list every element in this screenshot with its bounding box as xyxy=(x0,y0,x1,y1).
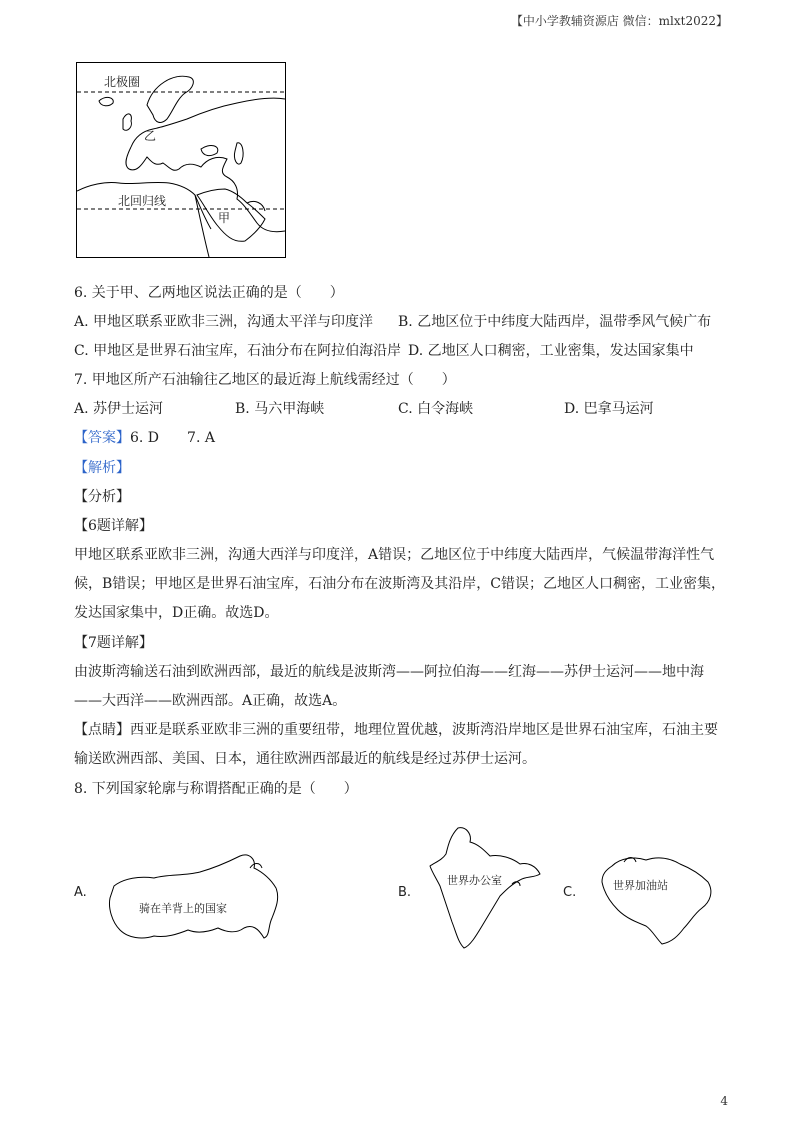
country-outline-a-detail xyxy=(250,864,262,869)
q6-option-a: A. 甲地区联系亚欧非三洲，沟通太平洋与印度洋 xyxy=(74,314,374,330)
region-a-label: 甲 xyxy=(218,211,231,225)
fenxi-tag: 【分析】 xyxy=(74,489,130,505)
d6-line2: 候，B错误；甲地区是世界石油宝库，石油分布在波斯湾及其沿岸，C错误；乙地区人口稠密，工业密集， xyxy=(74,576,725,592)
q8-option-a-outline xyxy=(104,848,284,948)
persian-gulf-coast xyxy=(247,201,265,211)
q6-option-c: C. 甲地区是世界石油宝库，石油分布在阿拉伯海沿岸 xyxy=(74,343,402,359)
scandinavia-outline xyxy=(147,76,193,122)
q8-option-c-label: C. xyxy=(563,885,577,900)
arctic-circle-label: 北极圈 xyxy=(104,75,141,89)
q7-option-c: C. 白令海峡 xyxy=(398,401,474,417)
header-note: 【中小学教辅资源店 微信：mlxt2022】 xyxy=(510,14,728,28)
answer-tag: 【答案】 xyxy=(74,430,130,446)
q8-option-a-name: 骑在羊背上的国家 xyxy=(139,902,227,915)
q8-option-b-label: B. xyxy=(398,885,412,900)
tip-line2: 输送欧洲西部、美国、日本，通往欧洲西部最近的航线是经过苏伊士运河。 xyxy=(74,751,536,767)
analysis-tag: 【解析】 xyxy=(74,460,130,476)
map-figure xyxy=(76,62,286,258)
d7-line2: ——大西洋——欧洲西部。A正确，故选A。 xyxy=(74,693,347,709)
q6-option-d: D. 乙地区人口稠密，工业密集，发达国家集中 xyxy=(408,343,694,359)
q8-stem: 8. 下列国家轮廓与称谓搭配正确的是（ ） xyxy=(74,781,358,797)
q8-option-b-name: 世界办公室 xyxy=(447,874,502,887)
country-outline-a xyxy=(109,855,277,938)
answer-line xyxy=(74,428,215,448)
britain-outline xyxy=(123,114,131,130)
q6-option-b: B. 乙地区位于中纬度大陆西岸，温带季风气候广布 xyxy=(398,314,712,330)
tropic-of-cancer-label: 北回归线 xyxy=(118,194,167,208)
europe-middle-east-map xyxy=(77,63,285,257)
q8-option-c-name: 世界加油站 xyxy=(613,879,668,892)
region-b-label: 乙 xyxy=(144,129,157,143)
country-outline-b xyxy=(430,828,540,948)
q7-stem: 7. 甲地区所产石油输往乙地区的最近海上航线需经过（ ） xyxy=(74,372,456,388)
red-sea-coast xyxy=(195,195,211,229)
tip-line1: 【点睛】西亚是联系亚欧非三洲的重要纽带，地理位置优越，波斯湾沿岸地区是世界石油宝库，石油主要 xyxy=(74,722,718,738)
d7-line1: 由波斯湾输送石油到欧洲西部，最近的航线是波斯湾——阿拉伯海——红海——苏伊士运河——地中海 xyxy=(74,664,704,680)
q7-option-a: A. 苏伊士运河 xyxy=(74,401,164,417)
d7-title: 【7题详解】 xyxy=(74,635,153,651)
iceland-outline xyxy=(99,97,113,105)
q7-option-d: D. 巴拿马运河 xyxy=(564,401,654,417)
q6-stem: 6. 关于甲、乙两地区说法正确的是（ ） xyxy=(74,285,344,301)
d6-line3: 发达国家集中，D正确。故选D。 xyxy=(74,605,279,621)
q7-option-b: B. 马六甲海峡 xyxy=(235,401,325,417)
q8-option-c-outline xyxy=(594,852,718,948)
q8-option-b-outline xyxy=(428,824,543,952)
caspian-sea-outline xyxy=(234,143,243,164)
page-number: 4 xyxy=(720,1094,728,1108)
country-outline-c xyxy=(602,858,711,944)
black-sea-outline xyxy=(201,146,218,156)
d6-title: 【6题详解】 xyxy=(74,518,153,534)
d6-line1: 甲地区联系亚欧非三洲，沟通大西洋与印度洋，A错误；乙地区位于中纬度大陆西岸，气候温带海洋性气 xyxy=(74,547,715,563)
answer-text: 6. D 7. A xyxy=(130,430,215,446)
q8-option-a-label: A. xyxy=(74,885,87,900)
